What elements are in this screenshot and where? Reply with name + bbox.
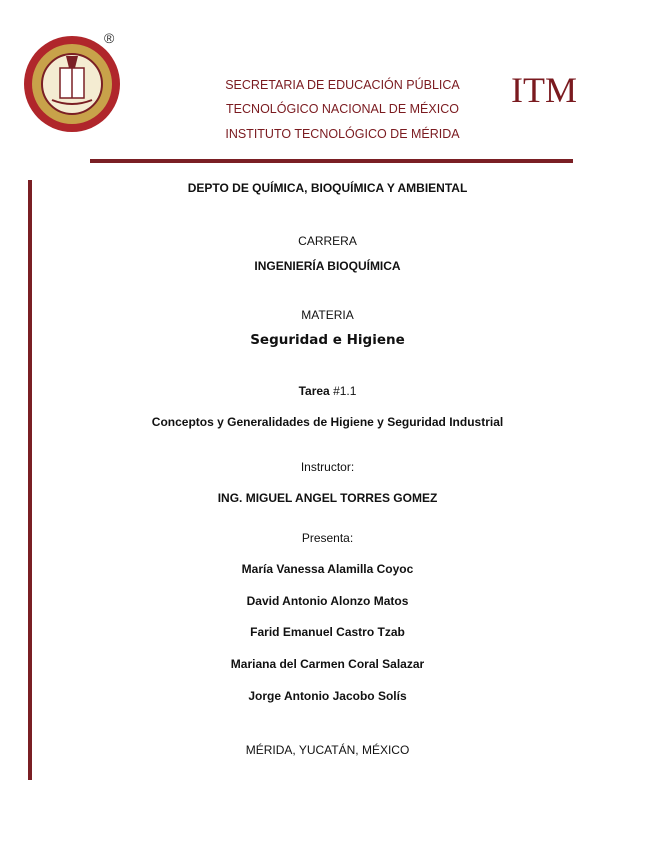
header-line-itm: INSTITUTO TECNOLÓGICO DE MÉRIDA bbox=[225, 127, 460, 141]
header-line-tecnm: TECNOLÓGICO NACIONAL DE MÉXICO bbox=[226, 102, 459, 116]
career: INGENIERÍA BIOQUÍMICA bbox=[254, 259, 401, 273]
task-label: Tarea bbox=[298, 384, 330, 398]
presenter: María Vanessa Alamilla Coyoc bbox=[241, 562, 414, 576]
presenter: David Antonio Alonzo Matos bbox=[246, 594, 409, 608]
location: MÉRIDA, YUCATÁN, MÉXICO bbox=[245, 743, 410, 757]
task-number: #1.1 bbox=[333, 384, 357, 398]
instructor: ING. MIGUEL ANGEL TORRES GOMEZ bbox=[217, 491, 438, 505]
topic: Conceptos y Generalidades de Higiene y Seguridad Industrial bbox=[151, 415, 504, 429]
registered-mark: ® bbox=[104, 30, 115, 46]
subject: Seguridad e Higiene bbox=[250, 332, 405, 348]
career-label: CARRERA bbox=[298, 234, 357, 248]
header-line-sep: SECRETARIA DE EDUCACIÓN PÚBLICA bbox=[225, 78, 460, 92]
subject-label: MATERIA bbox=[301, 308, 354, 322]
presenter: Jorge Antonio Jacobo Solís bbox=[248, 689, 407, 703]
header-divider bbox=[90, 159, 573, 163]
presenter: Mariana del Carmen Coral Salazar bbox=[230, 657, 425, 671]
itm-acronym: ITM bbox=[511, 70, 577, 110]
presenter: Farid Emanuel Castro Tzab bbox=[250, 625, 405, 639]
presenters-label: Presenta: bbox=[301, 531, 354, 545]
instructor-label: Instructor: bbox=[300, 460, 355, 474]
institute-seal-logo bbox=[22, 34, 122, 134]
department: DEPTO DE QUÍMICA, BIOQUÍMICA Y AMBIENTAL bbox=[187, 181, 468, 195]
task-line bbox=[0, 385, 655, 397]
